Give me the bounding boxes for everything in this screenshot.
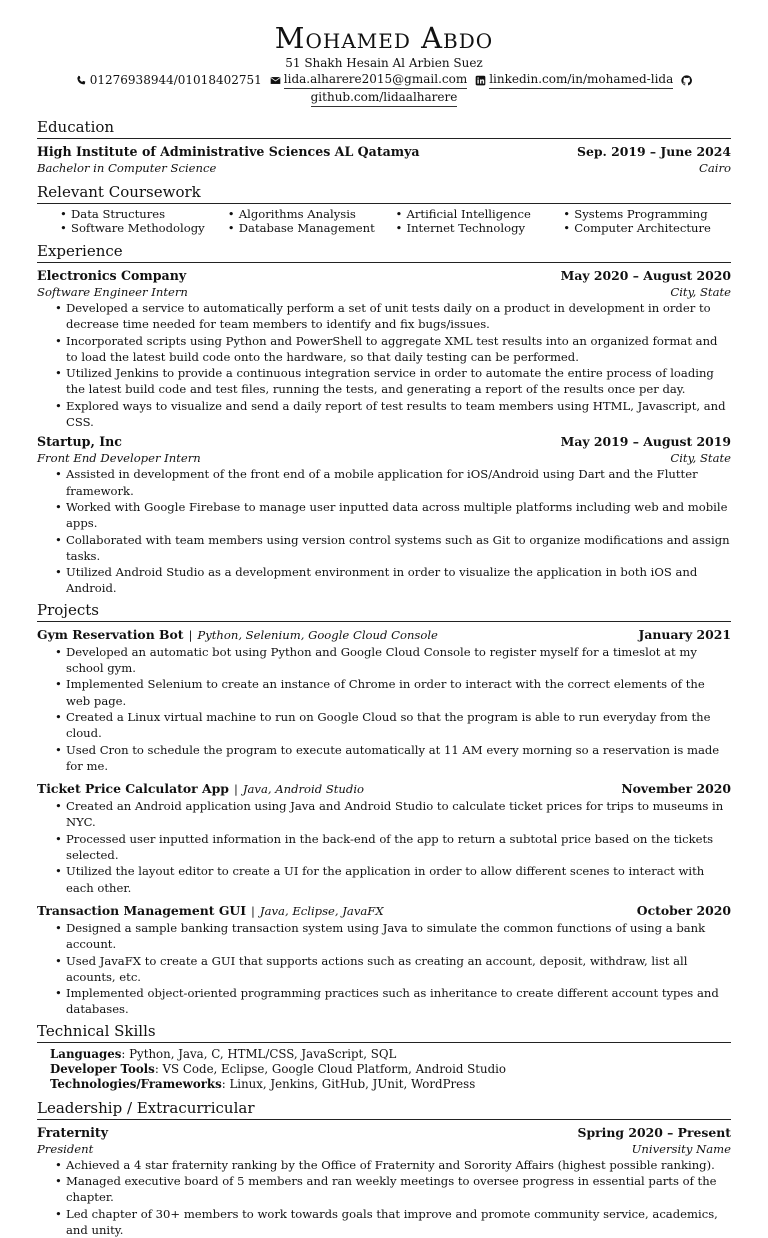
job-role: Front End Developer Intern (37, 451, 201, 466)
skills-list (37, 1047, 731, 1092)
course-list (37, 208, 731, 235)
project-name: Transaction Management GUI (37, 902, 247, 918)
section-title-education: Education (37, 117, 731, 139)
job-subrow (37, 450, 731, 466)
project-row (37, 626, 731, 644)
bullet-item: • Explored ways to visualize and send a daily report of test results to team members using HTML, Javascript, and CSS. (66, 398, 731, 431)
project-tech: Python, Selenium, Google Cloud Console (197, 627, 438, 642)
section-title-skills: Technical Skills (37, 1021, 731, 1043)
leadership-bullets (37, 1157, 731, 1238)
job-subrow (37, 284, 731, 300)
job-row (37, 267, 731, 284)
leadership-subrow (37, 1141, 731, 1157)
project-separator: | (251, 903, 255, 918)
address: 51 Shakh Hesain Al Arbien Suez (285, 56, 483, 70)
candidate-name: Mohamed Abdo (274, 21, 494, 55)
course-item: • Artificial Intelligence (396, 208, 564, 222)
job-role: Software Engineer Intern (37, 285, 188, 299)
job-bullets (37, 466, 731, 596)
bullet-item: • Incorporated scripts using Python and PowerShell to aggregate XML test results into an organized format and to load the latest build code onto the hardware, so that daily testing can be performed. (66, 333, 731, 366)
bullet-item: • Achieved a 4 star fraternity ranking by the Office of Fraternity and Sorority Affairs (highest possible ranking). (66, 1157, 731, 1173)
github-link[interactable]: github.com/lidaalharere (311, 89, 458, 107)
bullet-item: • Managed executive board of 5 members and ran weekly meetings to oversee progress in essential parts of the chapter. (66, 1173, 731, 1206)
linkedin-contact[interactable] (475, 71, 673, 89)
education-dates: Sep. 2019 – June 2024 (577, 144, 731, 159)
education-subrow (37, 160, 731, 176)
skills-frameworks-value: : Linux, Jenkins, GitHub, JUnit, WordPress (221, 1076, 476, 1091)
school-name: High Institute of Administrative Sciences AL Qatamya (37, 144, 420, 159)
leadership-row (37, 1124, 731, 1141)
project-name: Gym Reservation Bot (37, 626, 184, 642)
phone-number: 01276938944/01018402751 (89, 73, 262, 87)
course-item: • Data Structures (60, 208, 228, 222)
contact-line (37, 71, 731, 107)
degree: Bachelor in Computer Science (37, 161, 217, 175)
job-row (37, 433, 731, 450)
bullet-item: • Utilized the layout editor to create a UI for the application in order to allow different scenes to interact with each other. (66, 863, 731, 896)
project-heading (37, 626, 438, 644)
project-bullets (37, 920, 731, 1018)
bullet-item: • Developed an automatic bot using Python and Google Cloud Console to register myself for a timeslot at my school gym. (66, 644, 731, 677)
bullet-item: • Utilized Android Studio as a development environment in order to visualize the application in both iOS and Android. (66, 564, 731, 597)
job-entry (37, 267, 731, 430)
bullet-item: • Worked with Google Firebase to manage user inputted data across multiple platforms including web and mobile apps. (66, 499, 731, 532)
company-name: Startup, Inc (37, 434, 122, 450)
project-bullets (37, 644, 731, 774)
project-date: October 2020 (636, 902, 731, 918)
project-bullets (37, 798, 731, 896)
section-title-experience: Experience (37, 241, 731, 263)
section-title-coursework: Relevant Coursework (37, 182, 731, 204)
project-separator: | (233, 782, 238, 797)
project-date: November 2020 (621, 781, 731, 797)
skills-tools (50, 1062, 731, 1077)
course-item: • Software Methodology (60, 222, 228, 236)
bullet-item: • Utilized Jenkins to provide a continuous integration service in order to automate the entire process of loading the latest build code and test files, running the tests, and generating a report of the results once per day. (66, 365, 731, 398)
bullet-item: • Assisted in development of the front end of a mobile application for iOS/Android using Dart and the Flutter framework. (66, 466, 731, 499)
education-entry (37, 143, 731, 176)
bullet-item: • Developed a service to automatically perform a set of unit tests daily on a product in development in order to decrease time needed for team members to identify and fix bugs/issues. (66, 300, 731, 333)
leadership-entry (37, 1124, 731, 1238)
job-dates: May 2019 – August 2019 (560, 434, 731, 450)
bullet-item: • Implemented Selenium to create an instance of Chrome in order to interact with the correct elements of the web page. (66, 676, 731, 709)
leadership-dates: Spring 2020 – Present (577, 1124, 731, 1140)
bullet-item: • Created a Linux virtual machine to run on Google Cloud so that the program is able to run everyday from the cloud. (66, 709, 731, 742)
job-entry (37, 433, 731, 596)
leadership-role: President (37, 1141, 94, 1156)
email-link[interactable]: lida.alharere2015@gmail.com (284, 71, 467, 89)
skills-languages-value: : Python, Java, C, HTML/CSS, JavaScript, SQL (121, 1046, 397, 1061)
project-tech: Java, Android Studio (242, 782, 365, 797)
education-section (37, 117, 731, 176)
linkedin-icon (475, 75, 486, 86)
leadership-section (37, 1098, 731, 1238)
job-location: City, State (670, 285, 731, 299)
bullet-item: • Designed a sample banking transaction system using Java to simulate the common functions of using a bank account. (66, 920, 731, 953)
bullet-item: • Used JavaFX to create a GUI that supports actions such as creating an account, deposit, withdraw, list all acounts, etc. (66, 953, 731, 986)
phone-icon (76, 75, 87, 86)
project-row (37, 902, 731, 920)
course-item: • Database Management (228, 222, 396, 236)
bullet-item: • Implemented object-oriented programming practices such as inheritance to create different account types and databases. (66, 985, 731, 1018)
leadership-location: University Name (631, 1141, 731, 1156)
github-icon (681, 75, 692, 86)
course-item: • Internet Technology (396, 222, 564, 236)
linkedin-link[interactable]: linkedin.com/in/mohamed-lida (489, 71, 673, 89)
bullet-item: • Processed user inputted information in the back-end of the app to return a subtotal price based on the tickets selected. (66, 831, 731, 864)
bullet-item: • Led chapter of 30+ members to work towards goals that improve and promote community service, academics, and unity. (66, 1206, 731, 1238)
bullet-item: • Used Cron to schedule the program to execute automatically at 11 AM every morning so a reservation is made for me. (66, 742, 731, 775)
job-bullets (37, 300, 731, 430)
section-title-projects: Projects (37, 600, 731, 622)
project-tech: Java, Eclipse, JavaFX (259, 903, 384, 918)
email-contact[interactable] (270, 71, 467, 89)
bullet-item: • Created an Android application using Java and Android Studio to calculate ticket prices for trips to museums in NYC. (66, 798, 731, 831)
education-location: Cairo (698, 161, 731, 175)
project-separator: | (188, 627, 193, 642)
skills-frameworks-label: Technologies/Frameworks (50, 1076, 222, 1091)
experience-section (37, 241, 731, 597)
project-entry (37, 626, 731, 774)
company-name: Electronics Company (37, 268, 187, 283)
job-dates: May 2020 – August 2020 (560, 268, 731, 283)
phone-contact (76, 71, 262, 89)
skills-section (37, 1021, 731, 1092)
coursework-section (37, 182, 731, 235)
resume-header (37, 0, 731, 107)
projects-section (37, 600, 731, 1018)
project-heading (37, 780, 364, 798)
github-contact[interactable] (37, 89, 731, 107)
project-heading (37, 902, 384, 920)
bullet-item: • Collaborated with team members using version control systems such as Git to organize modifications and assign tasks. (66, 532, 731, 565)
course-item: • Computer Architecture (563, 222, 731, 236)
organization-name: Fraternity (37, 1124, 109, 1140)
job-location: City, State (670, 451, 731, 466)
project-entry (37, 902, 731, 1018)
project-name: Ticket Price Calculator App (37, 781, 229, 797)
education-row (37, 143, 731, 160)
skills-tools-value: : VS Code, Eclipse, Google Cloud Platform, Android Studio (154, 1061, 506, 1076)
course-item: • Algorithms Analysis (228, 208, 396, 222)
skills-languages (50, 1047, 731, 1062)
github-icon-wrap (681, 71, 692, 89)
skills-tools-label: Developer Tools (50, 1061, 155, 1076)
project-row (37, 780, 731, 798)
section-title-leadership: Leadership / Extracurricular (37, 1098, 731, 1120)
course-item: • Systems Programming (563, 208, 731, 222)
skills-frameworks (50, 1077, 731, 1092)
project-date: January 2021 (638, 626, 731, 642)
skills-languages-label: Languages (50, 1046, 122, 1061)
envelope-icon (270, 75, 281, 86)
project-entry (37, 780, 731, 896)
